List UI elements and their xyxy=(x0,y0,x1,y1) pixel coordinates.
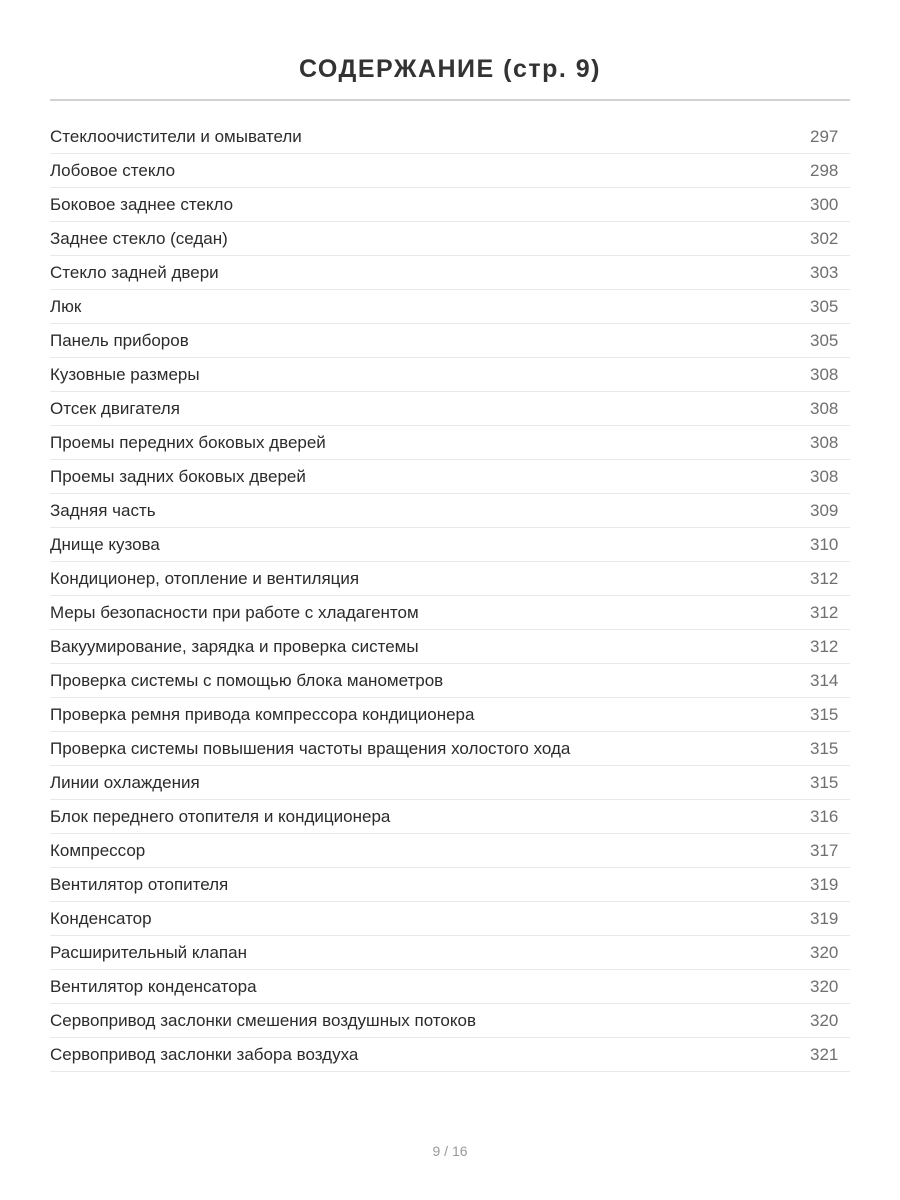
toc-entry-title: Задняя часть xyxy=(50,500,156,520)
toc-entry[interactable] xyxy=(50,426,850,460)
toc-entry[interactable] xyxy=(50,562,850,596)
toc-entry[interactable] xyxy=(50,596,850,630)
toc-entry[interactable] xyxy=(50,1038,850,1072)
toc-entry-title: Сервопривод заслонки забора воздуха xyxy=(50,1044,359,1064)
toc-entry-page: 320 xyxy=(810,976,839,996)
toc-entry[interactable] xyxy=(50,970,850,1004)
toc-entry-page: 321 xyxy=(810,1044,839,1064)
toc-entry[interactable] xyxy=(50,868,850,902)
toc-entry-title: Кондиционер, отопление и вентиляция xyxy=(50,568,360,588)
toc-entry[interactable] xyxy=(50,698,850,732)
toc-entry[interactable] xyxy=(50,222,850,256)
toc-entry-page: 303 xyxy=(810,262,839,282)
toc-entry-page: 308 xyxy=(810,432,839,452)
toc-entry-title: Сервопривод заслонки смешения воздушных потоков xyxy=(50,1010,476,1030)
toc-entry-page: 300 xyxy=(810,194,839,214)
toc-entry[interactable] xyxy=(50,902,850,936)
page-title: СОДЕРЖАНИЕ (стр. 9) xyxy=(298,54,602,83)
toc-entry[interactable] xyxy=(50,120,850,154)
toc-entry-page: 308 xyxy=(810,466,839,486)
toc-entry-title: Вентилятор конденсатора xyxy=(50,976,257,996)
toc-entry-page: 305 xyxy=(810,330,839,350)
toc-entry-title: Люк xyxy=(50,296,82,316)
toc-entry[interactable] xyxy=(50,494,850,528)
toc-entry[interactable] xyxy=(50,324,850,358)
toc-entry[interactable] xyxy=(50,834,850,868)
toc-entry-page: 319 xyxy=(810,874,839,894)
toc-entry[interactable] xyxy=(50,664,850,698)
toc-entry-title: Отсек двигателя xyxy=(50,398,180,418)
toc-list xyxy=(50,120,850,1072)
toc-entry-title: Проемы задних боковых дверей xyxy=(50,466,306,486)
toc-entry-page: 309 xyxy=(810,500,839,520)
toc-entry[interactable] xyxy=(50,392,850,426)
toc-entry-page: 319 xyxy=(810,908,839,928)
toc-entry[interactable] xyxy=(50,256,850,290)
toc-entry-page: 312 xyxy=(810,568,839,588)
title-divider xyxy=(50,99,850,101)
toc-entry[interactable] xyxy=(50,766,850,800)
toc-entry[interactable] xyxy=(50,732,850,766)
toc-entry-page: 310 xyxy=(810,534,839,554)
toc-entry-title: Днище кузова xyxy=(50,534,160,554)
toc-entry-page: 312 xyxy=(810,636,839,656)
toc-entry[interactable] xyxy=(50,528,850,562)
toc-entry-title: Боковое заднее стекло xyxy=(50,194,234,214)
toc-entry-title: Линии охлаждения xyxy=(50,772,200,792)
toc-entry-title: Вентилятор отопителя xyxy=(50,874,229,894)
toc-entry-title: Проверка системы с помощью блока манометров xyxy=(50,670,444,690)
toc-entry-page: 315 xyxy=(810,704,839,724)
toc-entry-page: 305 xyxy=(810,296,839,316)
toc-entry-page: 298 xyxy=(810,160,839,180)
toc-entry-page: 317 xyxy=(810,840,839,860)
toc-entry-page: 308 xyxy=(810,398,839,418)
toc-entry[interactable] xyxy=(50,154,850,188)
toc-entry-title: Стеклоочистители и омыватели xyxy=(50,126,302,146)
toc-entry-page: 320 xyxy=(810,942,839,962)
toc-entry[interactable] xyxy=(50,290,850,324)
toc-entry[interactable] xyxy=(50,188,850,222)
toc-entry[interactable] xyxy=(50,1004,850,1038)
toc-entry-title: Проемы передних боковых дверей xyxy=(50,432,326,452)
toc-entry[interactable] xyxy=(50,460,850,494)
toc-entry[interactable] xyxy=(50,358,850,392)
toc-entry-page: 297 xyxy=(810,126,839,146)
toc-entry-page: 302 xyxy=(810,228,839,248)
toc-entry-title: Панель приборов xyxy=(50,330,189,350)
toc-entry-page: 314 xyxy=(810,670,839,690)
toc-entry-title: Вакуумирование, зарядка и проверка системы xyxy=(50,636,419,656)
toc-entry[interactable] xyxy=(50,630,850,664)
toc-entry-title: Кузовные размеры xyxy=(50,364,200,384)
toc-entry-title: Конденсатор xyxy=(50,908,152,928)
page-counter: 9 / 16 xyxy=(432,1143,468,1159)
toc-entry-title: Меры безопасности при работе с хладагентом xyxy=(50,602,419,622)
toc-entry-page: 320 xyxy=(810,1010,839,1030)
toc-entry-title: Проверка системы повышения частоты вращения холостого хода xyxy=(50,738,571,758)
toc-entry[interactable] xyxy=(50,936,850,970)
toc-entry-page: 316 xyxy=(810,806,839,826)
toc-entry-page: 308 xyxy=(810,364,839,384)
toc-entry-page: 312 xyxy=(810,602,839,622)
toc-entry-title: Компрессор xyxy=(50,840,146,860)
toc-entry-title: Заднее стекло (седан) xyxy=(50,228,228,248)
toc-entry-title: Блок переднего отопителя и кондиционера xyxy=(50,806,391,826)
toc-entry-title: Стекло задней двери xyxy=(50,262,219,282)
toc-entry-page: 315 xyxy=(810,772,839,792)
toc-entry-page: 315 xyxy=(810,738,839,758)
toc-entry[interactable] xyxy=(50,800,850,834)
toc-entry-title: Расширительный клапан xyxy=(50,942,247,962)
toc-entry-title: Проверка ремня привода компрессора кондиционера xyxy=(50,704,475,724)
toc-entry-title: Лобовое стекло xyxy=(50,160,176,180)
